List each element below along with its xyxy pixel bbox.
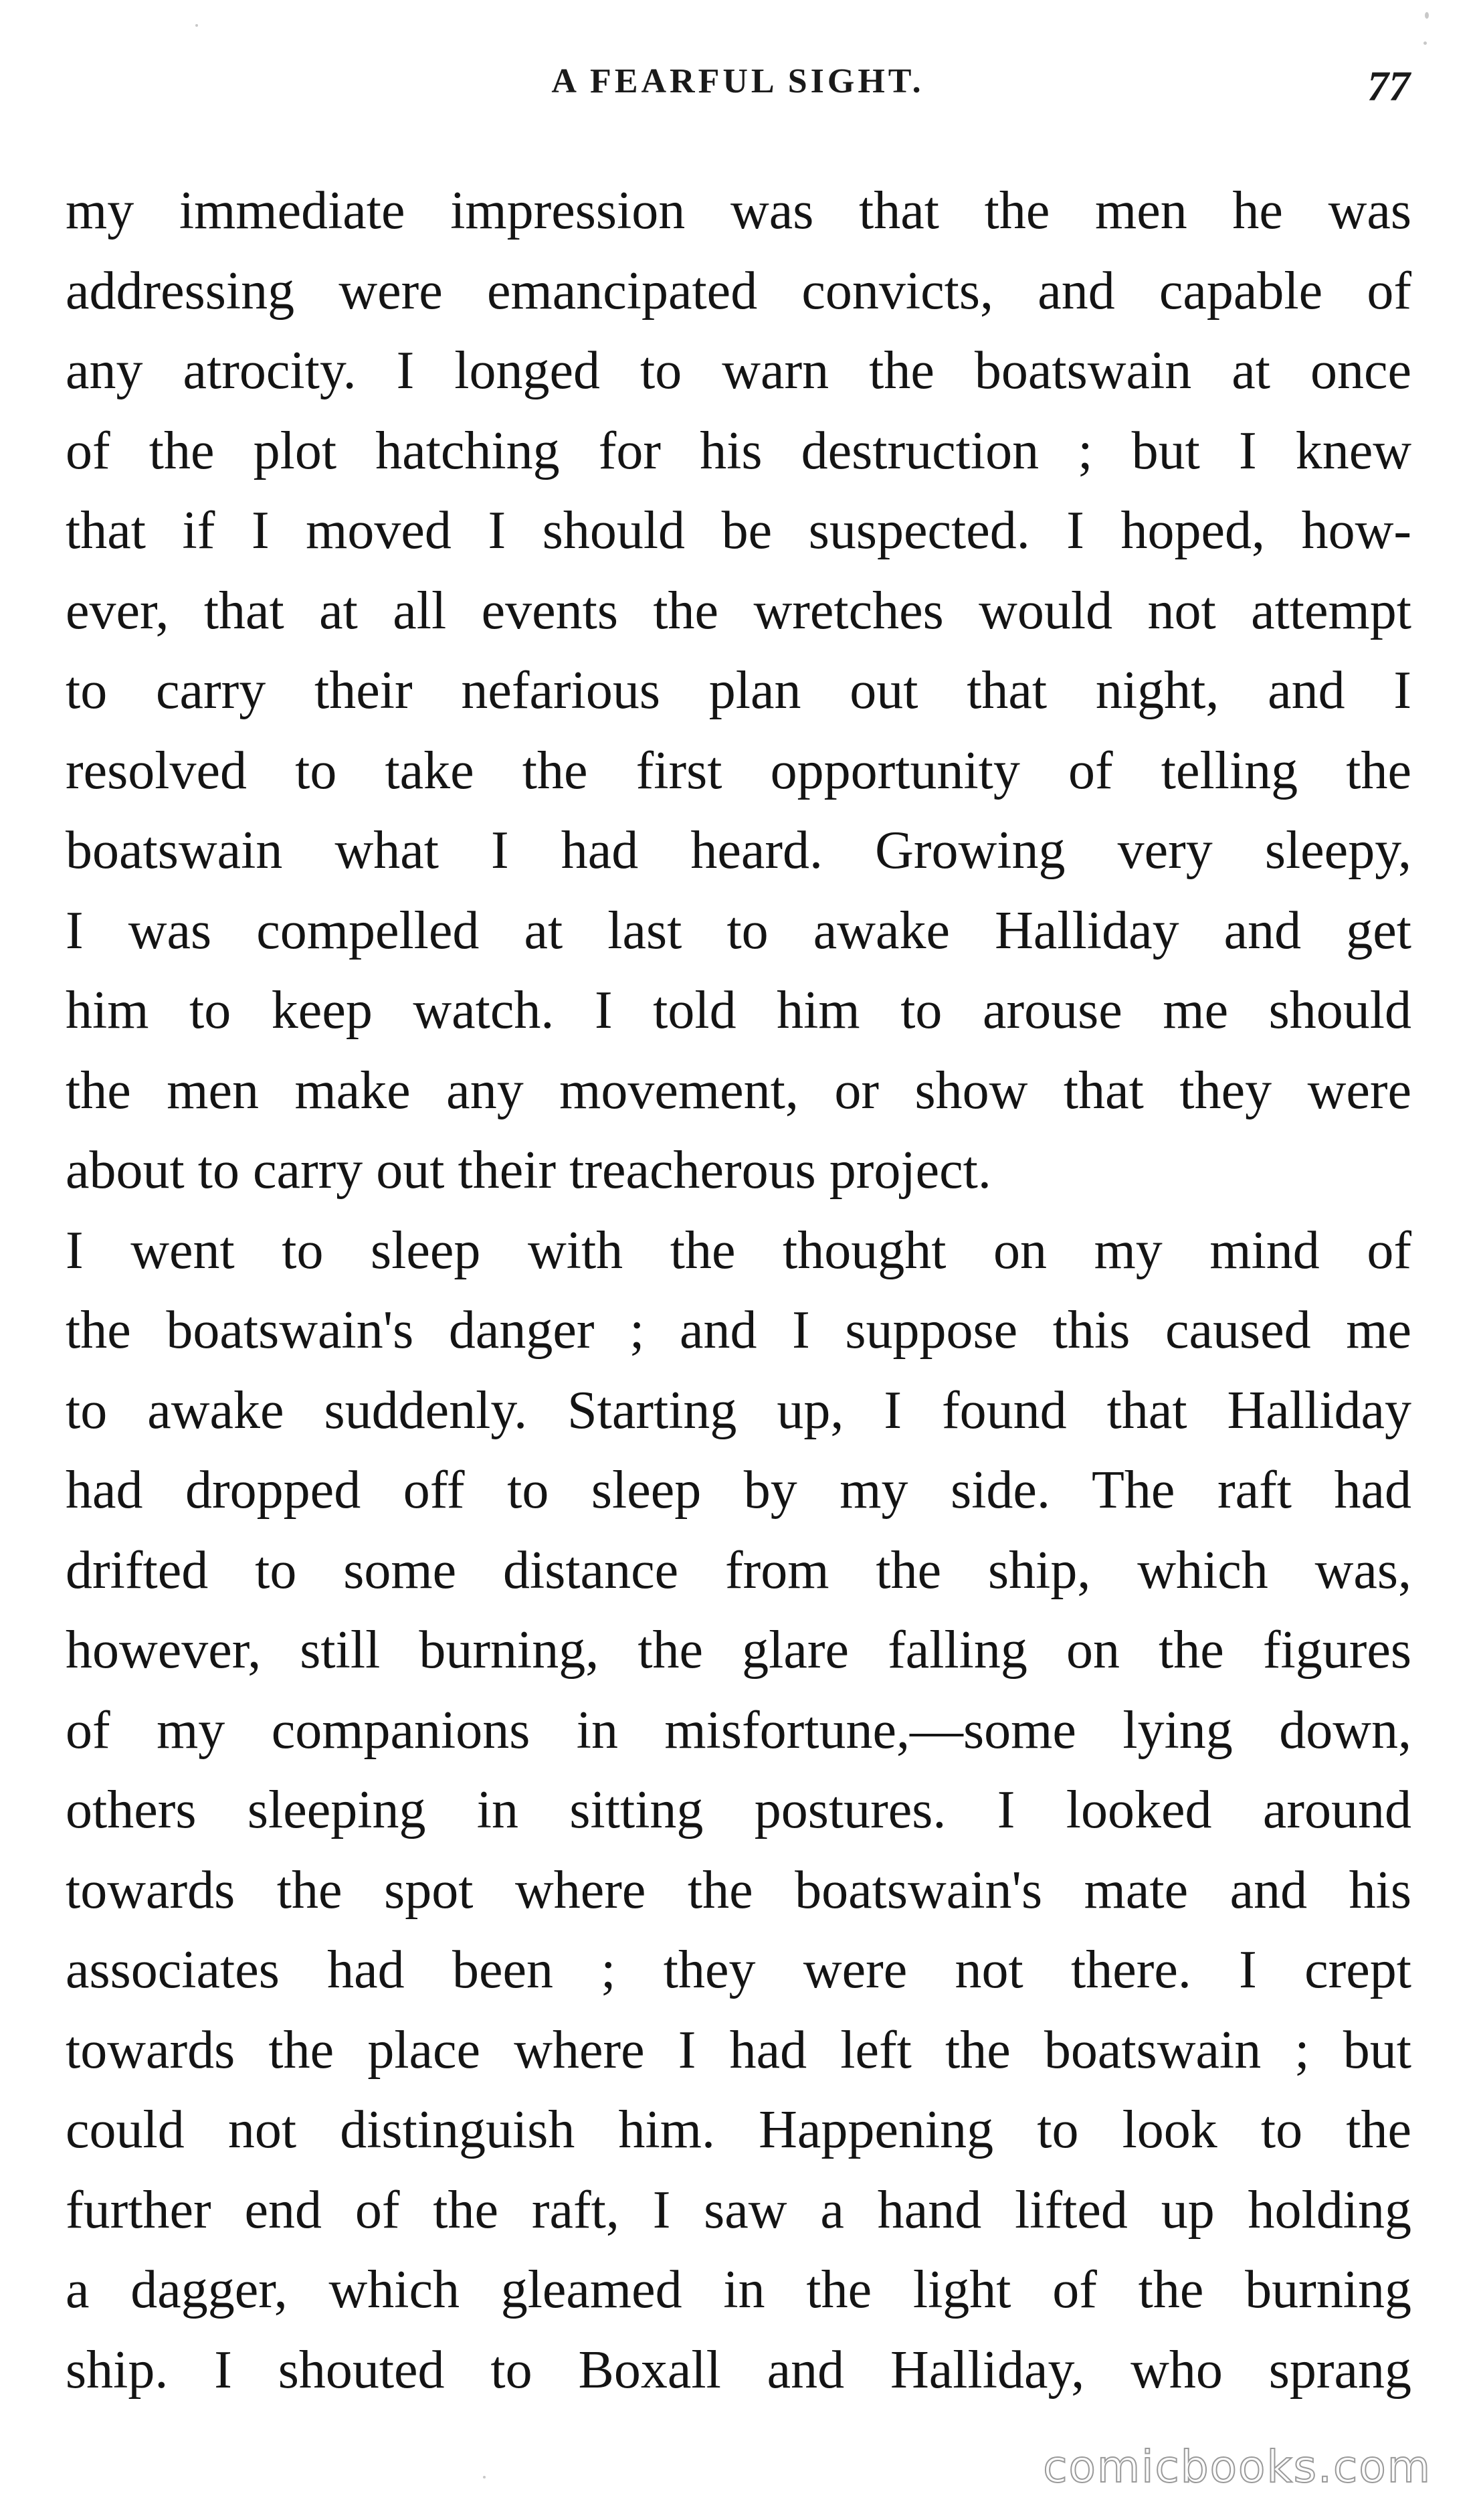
watermark-logo: comicbooks.com <box>1043 2441 1432 2493</box>
body-text <box>66 171 1411 2410</box>
text-line: towards the place where I had left the boatswain ; but <box>66 2020 1411 2080</box>
paragraph <box>66 1211 1411 2411</box>
text-line: drifted to some distance from the ship, which was, <box>66 1540 1411 1600</box>
text-line: ever, that at all events the wretches would not attempt <box>66 581 1411 640</box>
text-line: had dropped off to sleep by my side. The raft had <box>66 1461 1411 1520</box>
print-speck <box>1425 12 1429 19</box>
page-number: 77 <box>1367 62 1410 110</box>
text-line: that if I moved I should be suspected. I hoped, how- <box>66 501 1411 560</box>
print-speck <box>1423 41 1427 45</box>
text-line: of my companions in misfortune,—some lying down, <box>66 1700 1411 1760</box>
paragraphs <box>66 171 1411 2410</box>
text-line: about to carry out their treacherous project. <box>66 1141 991 1200</box>
text-line: a dagger, which gleamed in the light of the burning <box>66 2260 1411 2319</box>
paragraph <box>66 171 1411 1211</box>
text-line: the men make any movement, or show that they were <box>66 1061 1411 1120</box>
text-line: ship. I shouted to Boxall and Halliday, who sprang <box>66 2340 1411 2400</box>
text-line: any atrocity. I longed to warn the boatswain at once <box>66 341 1411 400</box>
text-line: towards the spot where the boatswain's mate and his <box>66 1860 1411 1920</box>
text-line: boatswain what I had heard. Growing very sleepy, <box>66 821 1411 880</box>
text-line: I went to sleep with the thought on my mind of <box>66 1221 1411 1280</box>
print-speck <box>195 24 198 27</box>
text-line: associates had been ; they were not there. I crept <box>66 1941 1411 1999</box>
text-line: my immediate impression was that the men he was <box>66 181 1411 240</box>
print-speck <box>483 2476 486 2479</box>
running-title: A FEARFUL SIGHT. <box>551 62 924 100</box>
page-header <box>66 62 1410 115</box>
text-line: resolved to take the first opportunity of telling the <box>66 741 1411 800</box>
text-line: him to keep watch. I told him to arouse me should <box>66 981 1411 1040</box>
text-line: of the plot hatching for his destruction ; but I knew <box>66 421 1411 480</box>
text-line: the boatswain's danger ; and I suppose this caused me <box>66 1301 1411 1360</box>
text-line: further end of the raft, I saw a hand lifted up holding <box>66 2180 1411 2240</box>
text-line: I was compelled at last to awake Halliday and get <box>66 901 1411 960</box>
text-line: could not distinguish him. Happening to look to the <box>66 2100 1411 2159</box>
text-line: addressing were emancipated convicts, and capable of <box>66 261 1411 321</box>
text-line: to carry their nefarious plan out that night, and I <box>66 661 1411 720</box>
text-line: to awake suddenly. Starting up, I found that Halliday <box>66 1380 1411 1440</box>
text-line: others sleeping in sitting postures. I looked around <box>66 1781 1411 1839</box>
text-line: however, still burning, the glare falling on the figures <box>66 1621 1411 1680</box>
